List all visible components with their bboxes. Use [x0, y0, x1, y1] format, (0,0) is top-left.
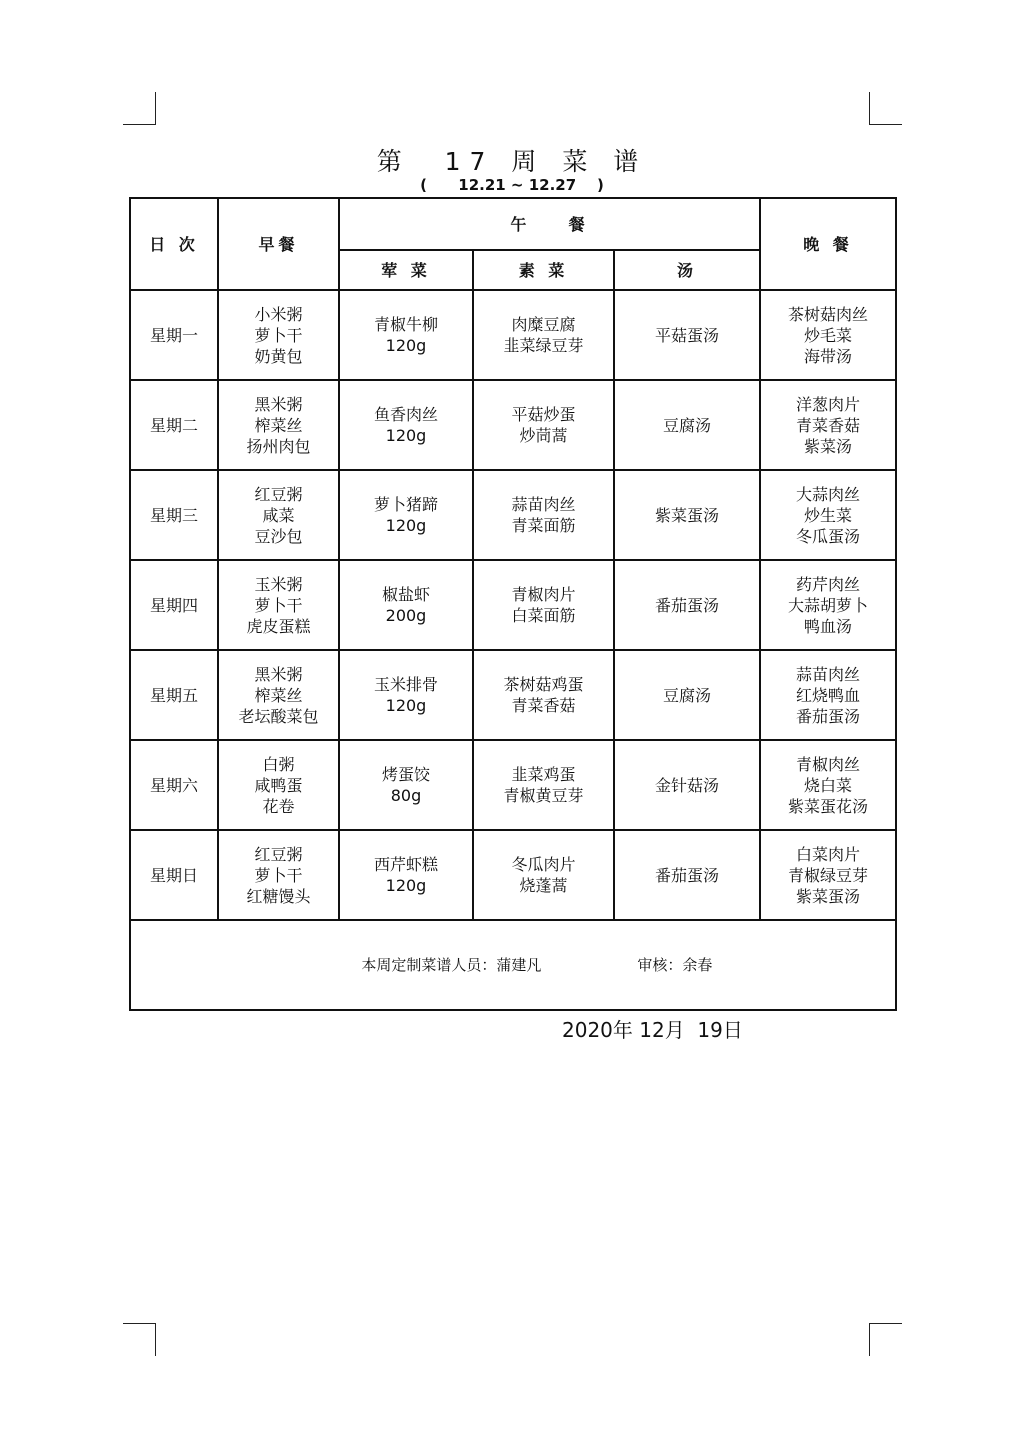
- header-breakfast: 早餐: [218, 198, 339, 290]
- dinner-cell-item: 番茄蛋汤: [795, 706, 860, 726]
- veg-cell-item: 青菜面筋: [511, 516, 576, 535]
- day-label: 星期二: [130, 380, 218, 470]
- soup-cell: 番茄蛋汤: [614, 560, 760, 650]
- crop-mark-bottom-right: [869, 1323, 902, 1356]
- meat-cell-item: 200g: [385, 606, 427, 625]
- soup-cell: 番茄蛋汤: [614, 830, 760, 920]
- table-row: [130, 830, 896, 920]
- breakfast-cell: [218, 290, 339, 380]
- table-row: [130, 560, 896, 650]
- dinner-cell-item: 炒生菜: [803, 505, 852, 525]
- dinner-cell-item: 白菜肉片: [795, 844, 860, 864]
- breakfast-cell: [218, 830, 339, 920]
- dinner-cell-item: 烧白菜: [803, 775, 852, 795]
- dinner-cell-item: 洋葱肉片: [795, 394, 860, 414]
- dinner-cell: [760, 380, 896, 470]
- breakfast-cell-item: 咸菜: [262, 505, 295, 525]
- dinner-cell: [760, 290, 896, 380]
- meat-cell-item: 120g: [385, 336, 427, 355]
- menu-body: [130, 290, 896, 920]
- meat-cell: [339, 560, 473, 650]
- breakfast-cell-item: 玉米粥: [254, 574, 303, 594]
- meat-cell: [339, 380, 473, 470]
- dinner-cell-item: 冬瓜蛋汤: [795, 526, 860, 546]
- breakfast-cell-item: 豆沙包: [254, 526, 303, 546]
- soup-cell: 紫菜蛋汤: [614, 470, 760, 560]
- breakfast-cell-item: 红豆粥: [254, 484, 303, 504]
- dinner-cell-item: 蒜苗肉丝: [795, 664, 860, 684]
- meat-cell-item: 青椒牛柳: [373, 315, 438, 334]
- dinner-cell-item: 紫菜蛋汤: [795, 886, 860, 906]
- breakfast-cell-item: 白粥: [262, 754, 295, 774]
- menu-table: [129, 197, 897, 1011]
- breakfast-cell-item: 小米粥: [254, 304, 303, 324]
- veg-cell-item: 白菜面筋: [511, 606, 576, 625]
- veg-cell: [473, 290, 614, 380]
- dinner-cell-item: 大蒜肉丝: [795, 484, 860, 504]
- crop-mark-top-right: [869, 92, 902, 125]
- table-row: [130, 740, 896, 830]
- breakfast-cell: [218, 560, 339, 650]
- meat-cell-item: 120g: [385, 426, 427, 445]
- dinner-cell-item: 青菜香菇: [795, 415, 860, 435]
- table-row: [130, 650, 896, 740]
- breakfast-cell-item: 红糖馒头: [246, 886, 311, 906]
- meat-cell: [339, 650, 473, 740]
- breakfast-cell-item: 扬州肉包: [246, 436, 311, 456]
- veg-cell-item: 冬瓜肉片: [511, 855, 576, 874]
- breakfast-cell-item: 奶黄包: [254, 346, 303, 366]
- breakfast-cell: [218, 380, 339, 470]
- dinner-cell-item: 红烧鸭血: [795, 685, 860, 705]
- header-soup: 汤: [614, 250, 760, 290]
- veg-cell-item: 烧蓬蒿: [519, 876, 568, 895]
- meat-cell-item: 120g: [385, 696, 427, 715]
- soup-cell: 豆腐汤: [614, 650, 760, 740]
- dinner-cell: [760, 830, 896, 920]
- breakfast-cell-item: 老坛酸菜包: [238, 706, 319, 726]
- meat-cell-item: 120g: [385, 876, 427, 895]
- dinner-cell-item: 紫菜汤: [803, 436, 852, 456]
- meat-cell-item: 椒盐虾: [381, 585, 430, 604]
- breakfast-cell-item: 黑米粥: [254, 664, 303, 684]
- veg-cell: [473, 380, 614, 470]
- veg-cell-item: 肉糜豆腐: [511, 315, 576, 334]
- breakfast-cell-item: 红豆粥: [254, 844, 303, 864]
- veg-cell-item: 蒜苗肉丝: [511, 495, 576, 514]
- table-row: [130, 290, 896, 380]
- header-lunch: 午 餐: [339, 198, 760, 250]
- veg-cell: [473, 740, 614, 830]
- day-label: 星期一: [130, 290, 218, 380]
- header-meat: 荤 菜: [339, 250, 473, 290]
- dinner-cell: [760, 470, 896, 560]
- veg-cell: [473, 830, 614, 920]
- breakfast-cell: [218, 740, 339, 830]
- breakfast-cell: [218, 470, 339, 560]
- dinner-cell-item: 青椒肉丝: [795, 754, 860, 774]
- dinner-cell: [760, 740, 896, 830]
- dinner-cell-item: 紫菜蛋花汤: [787, 796, 868, 816]
- meat-cell: [339, 740, 473, 830]
- header-dinner: 晚 餐: [760, 198, 896, 290]
- page-title: 第 17 周 菜 谱: [376, 147, 648, 176]
- day-label: 星期四: [130, 560, 218, 650]
- breakfast-cell-item: 萝卜干: [254, 325, 303, 345]
- day-label: 星期日: [130, 830, 218, 920]
- footer-cell: [130, 920, 896, 1010]
- veg-cell-item: 韭菜鸡蛋: [511, 765, 576, 784]
- dinner-cell: [760, 650, 896, 740]
- veg-cell: [473, 470, 614, 560]
- veg-cell-item: 青椒黄豆芽: [503, 786, 584, 805]
- meat-cell-item: 120g: [385, 516, 427, 535]
- meat-cell: [339, 470, 473, 560]
- crop-mark-bottom-left: [123, 1323, 156, 1356]
- breakfast-cell-item: 咸鸭蛋: [254, 775, 303, 795]
- breakfast-cell-item: 萝卜干: [254, 865, 303, 885]
- day-label: 星期三: [130, 470, 218, 560]
- dinner-cell-item: 炒毛菜: [803, 325, 852, 345]
- day-label: 星期六: [130, 740, 218, 830]
- dinner-cell-item: 青椒绿豆芽: [787, 865, 868, 885]
- dinner-cell-item: 鸭血汤: [803, 616, 852, 636]
- meat-cell-item: 80g: [390, 786, 422, 805]
- footer-maker: 本周定制菜谱人员：蒲建凡: [361, 955, 542, 974]
- header-veg: 素 菜: [473, 250, 614, 290]
- veg-cell: [473, 650, 614, 740]
- breakfast-cell-item: 花卷: [262, 796, 295, 816]
- day-label: 星期五: [130, 650, 218, 740]
- breakfast-cell: [218, 650, 339, 740]
- table-row: [130, 470, 896, 560]
- meat-cell-item: 玉米排骨: [373, 675, 438, 694]
- crop-mark-top-left: [123, 92, 156, 125]
- dinner-cell: [760, 560, 896, 650]
- veg-cell-item: 茶树菇鸡蛋: [503, 675, 584, 694]
- breakfast-cell-item: 榨菜丝: [254, 415, 303, 435]
- meat-cell-item: 萝卜猪蹄: [373, 495, 438, 514]
- meat-cell: [339, 830, 473, 920]
- veg-cell-item: 韭菜绿豆芽: [503, 336, 584, 355]
- dinner-cell-item: 药芹肉丝: [795, 574, 860, 594]
- meat-cell: [339, 290, 473, 380]
- breakfast-cell-item: 黑米粥: [254, 394, 303, 414]
- footer-reviewer: 审核：余春: [637, 955, 713, 974]
- soup-cell: 金针菇汤: [614, 740, 760, 830]
- soup-cell: 豆腐汤: [614, 380, 760, 470]
- meat-cell-item: 烤蛋饺: [381, 765, 430, 784]
- document-date: 2020年 12月 19日: [562, 1018, 743, 1042]
- dinner-cell-item: 大蒜胡萝卜: [787, 595, 868, 615]
- date-range: ( 12.21 ~ 12.27 ): [420, 176, 604, 194]
- breakfast-cell-item: 虎皮蛋糕: [246, 616, 311, 636]
- table-row: [130, 380, 896, 470]
- header-day: 日 次: [130, 198, 218, 290]
- dinner-cell-item: 茶树菇肉丝: [787, 304, 868, 324]
- meat-cell-item: 西芹虾糕: [373, 855, 438, 874]
- veg-cell: [473, 560, 614, 650]
- soup-cell: 平菇蛋汤: [614, 290, 760, 380]
- veg-cell-item: 平菇炒蛋: [511, 405, 576, 424]
- veg-cell-item: 青菜香菇: [511, 696, 576, 715]
- dinner-cell-item: 海带汤: [803, 346, 852, 366]
- breakfast-cell-item: 萝卜干: [254, 595, 303, 615]
- meat-cell-item: 鱼香肉丝: [373, 405, 438, 424]
- breakfast-cell-item: 榨菜丝: [254, 685, 303, 705]
- veg-cell-item: 青椒肉片: [511, 585, 576, 604]
- veg-cell-item: 炒茼蒿: [519, 426, 568, 445]
